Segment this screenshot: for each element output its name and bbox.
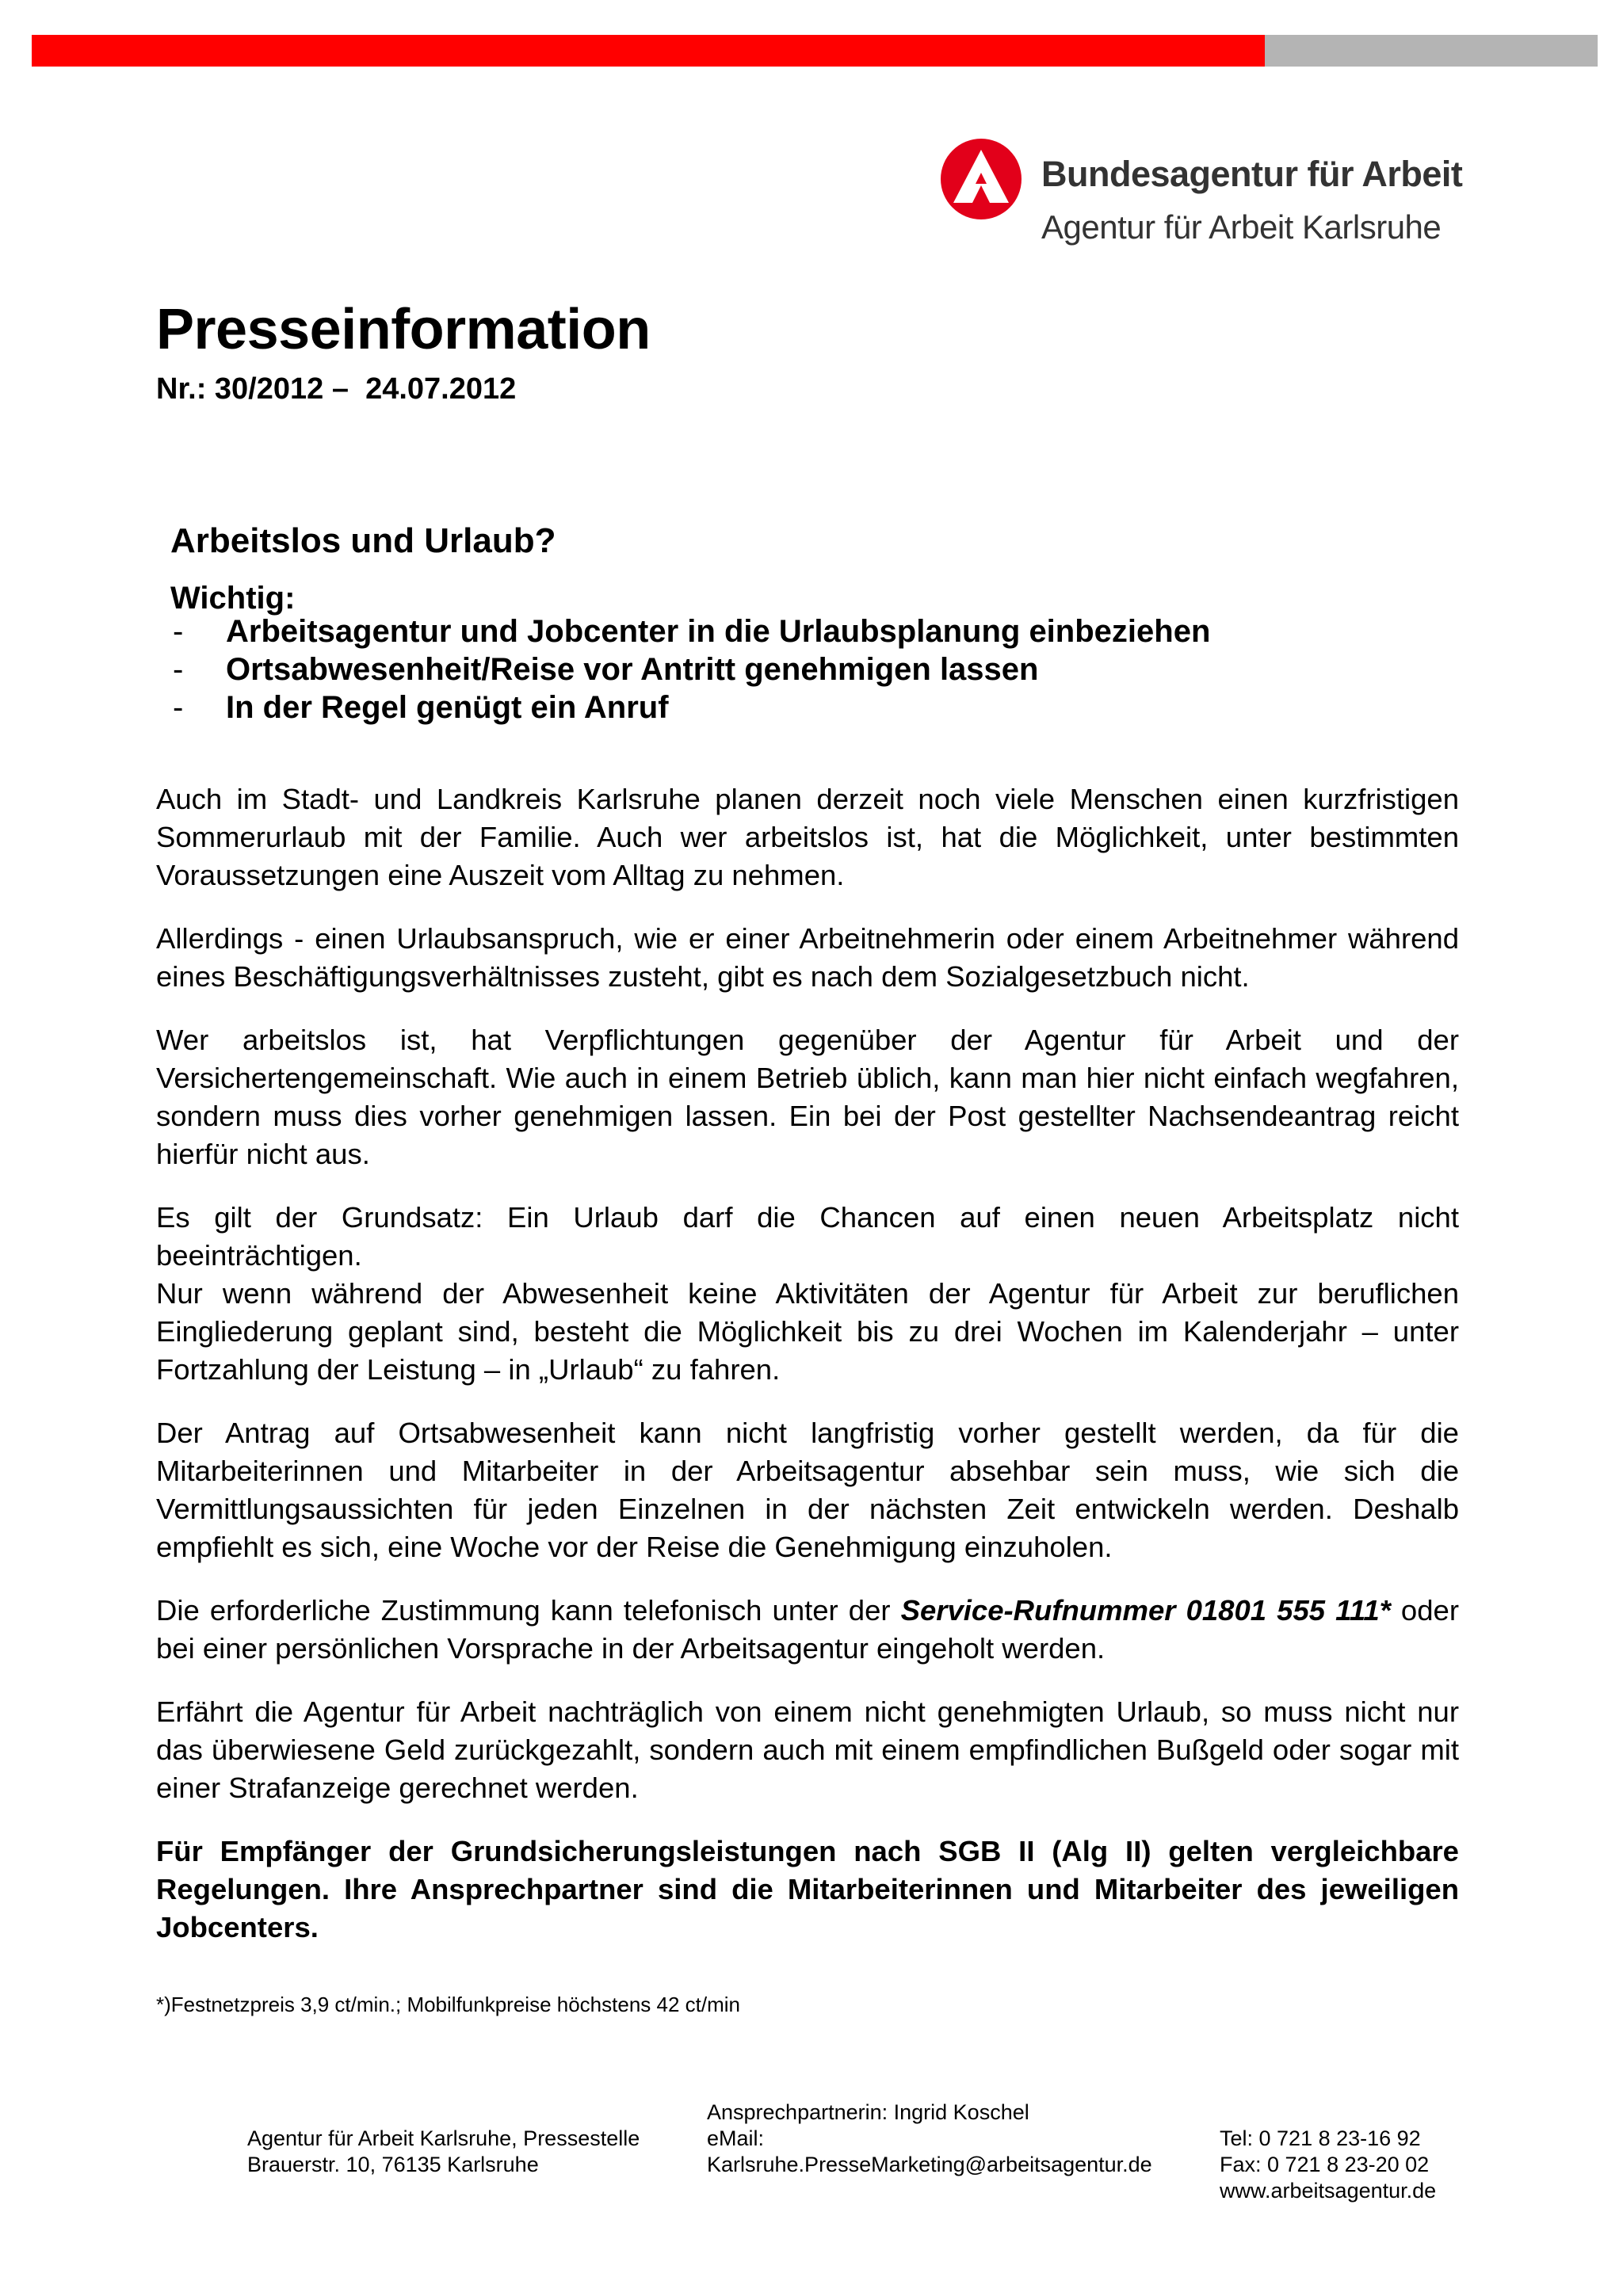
footer-phone xyxy=(1220,2100,1436,2204)
article-body xyxy=(156,780,1459,1972)
page-title: Presseinformation xyxy=(156,298,651,361)
paragraph: Der Antrag auf Ortsabwesenheit kann nicht langfristig vorher gestellt werden, da für die Mitarbeiterinnen und Mitarbeiter in der Arbeitsagentur absehbar sein muss, wie sich die Vermittlungsaussichten für jeden Einzelnen in der nächsten Zeit entwickeln werden. Deshalb empfiehlt es sich, eine Woche vor der Reise die Genehmigung einzuholen. xyxy=(156,1417,1459,1563)
paragraph: Wer arbeitslos ist, hat Verpflichtungen gegenüber der Agentur für Arbeit und der Versichertengemeinschaft. Wie auch in einem Betrieb üblich, kann man hier nicht einfach wegfahren, sondern muss dies vorher genehmigen lassen. Ein bei der Post gestellter Nachsendeantrag reicht hierfür nicht aus. xyxy=(156,1024,1459,1170)
paragraph-text: Die erforderliche Zustimmung kann telefonisch unter der xyxy=(156,1594,901,1627)
logo-agency-name: Bundesagentur für Arbeit xyxy=(1041,154,1463,194)
headline: Arbeitslos und Urlaub? xyxy=(170,521,556,560)
footer-fax: Fax: 0 721 8 23-20 02 xyxy=(1220,2153,1430,2176)
bullet-dash: - xyxy=(173,690,184,725)
footer-line: Agentur für Arbeit Karlsruhe, Pressestelle xyxy=(247,2126,640,2150)
bullet-text: Arbeitsagentur und Jobcenter in die Urlaubsplanung einbeziehen xyxy=(226,614,1211,649)
top-bar-grey-segment xyxy=(1265,35,1598,67)
press-release-number: Nr.: 30/2012 – 24.07.2012 xyxy=(156,372,517,406)
footnote: *)Festnetzpreis 3,9 ct/min.; Mobilfunkpreise höchstens 42 ct/min xyxy=(156,1993,740,2016)
important-label: Wichtig: xyxy=(170,581,296,616)
paragraph-text: oder bei einer persönlichen Vorsprache in der Arbeitsagentur eingeholt werden. xyxy=(156,1594,1459,1665)
footer-line xyxy=(247,2100,640,2126)
arbeitsagentur-a-icon xyxy=(940,138,1022,220)
footer-address xyxy=(247,2100,640,2178)
top-bar-red-segment xyxy=(32,35,1265,67)
agency-logo xyxy=(940,138,1574,257)
paragraph: Erfährt die Agentur für Arbeit nachträglich von einem nicht genehmigten Urlaub, so muss nicht nur das überwiesene Geld zurückgezahlt, sondern auch mit einem empfindlichen Bußgeld oder sogar mit einer Strafanzeige gerechnet werden. xyxy=(156,1695,1459,1804)
footer-contact xyxy=(707,2100,1152,2178)
footer-website: www.arbeitsagentur.de xyxy=(1220,2179,1437,2203)
footer-line: Brauerstr. 10, 76135 Karlsruhe xyxy=(247,2153,539,2176)
footer-contact-person: Ansprechpartnerin: Ingrid Koschel xyxy=(707,2100,1029,2124)
bullet-dash: - xyxy=(173,652,184,687)
bullet-text: In der Regel genügt ein Anruf xyxy=(226,690,669,725)
service-hotline-number: Service-Rufnummer 01801 555 111* xyxy=(900,1594,1391,1627)
top-color-bar xyxy=(32,35,1598,67)
footer-line xyxy=(1220,2100,1436,2126)
paragraph: Nur wenn während der Abwesenheit keine Aktivitäten der Agentur für Arbeit zur beruflichen Eingliederung geplant sind, besteht die Möglichkeit bis zu drei Wochen im Kalenderjahr – unter Fortzahlung der Leistung – in „Urlaub“ zu fahren. xyxy=(156,1277,1459,1386)
logo-local-office: Agentur für Arbeit Karlsruhe xyxy=(1041,208,1442,246)
jobcenter-notice: Für Empfänger der Grundsicherungsleistungen nach SGB II (Alg II) gelten vergleichbare Regelungen. Ihre Ansprechpartner sind die Mitarbeiterinnen und Mitarbeiter des jeweiligen Jobcenters. xyxy=(156,1835,1459,1943)
paragraph-hotline xyxy=(156,1592,1459,1668)
paragraph: Allerdings - einen Urlaubsanspruch, wie er einer Arbeitnehmerin oder einem Arbeitnehmer während eines Beschäftigungsverhältnisses zusteht, gibt es nach dem Sozialgesetzbuch nicht. xyxy=(156,922,1459,993)
bullet-text: Ortsabwesenheit/Reise vor Antritt genehmigen lassen xyxy=(226,652,1039,687)
footer-email-address: Karlsruhe.PresseMarketing@arbeitsagentur.de xyxy=(707,2153,1152,2176)
footer-tel: Tel: 0 721 8 23-16 92 xyxy=(1220,2126,1421,2150)
footer-email-label: eMail: xyxy=(707,2126,765,2150)
paragraph: Auch im Stadt- und Landkreis Karlsruhe planen derzeit noch viele Menschen einen kurzfristigen Sommerurlaub mit der Familie. Auch wer arbeitslos ist, hat die Möglichkeit, unter bestimmten Voraussetzungen eine Auszeit vom Alltag zu nehmen. xyxy=(156,783,1459,891)
bullet-dash: - xyxy=(173,614,184,649)
paragraph: Es gilt der Grundsatz: Ein Urlaub darf die Chancen auf einen neuen Arbeitsplatz nicht beeinträchtigen. xyxy=(156,1201,1459,1272)
